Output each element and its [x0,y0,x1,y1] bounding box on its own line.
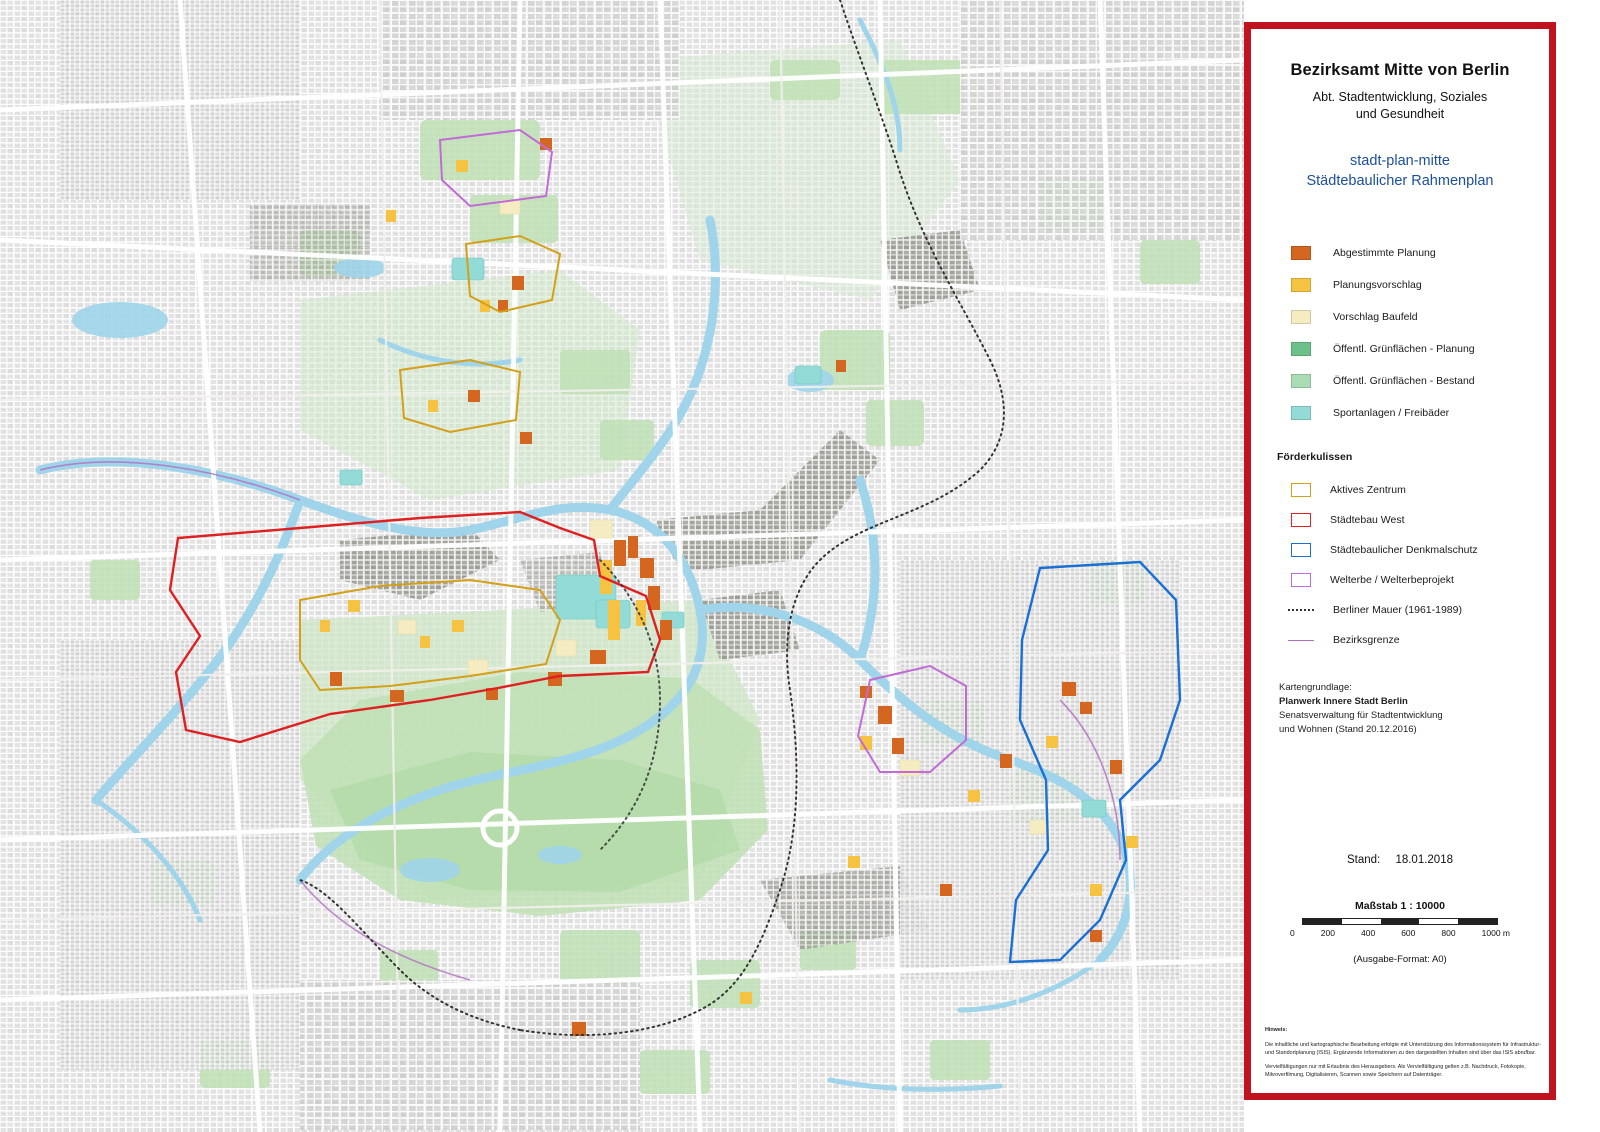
foerder-label: Welterbe / Welterbeprojekt [1330,574,1454,587]
legend-item [1291,397,1533,429]
scale-tick: 0 [1290,928,1295,939]
legend-swatch-staedtebau-west [1291,513,1311,527]
department-line-1: Abt. Stadtentwicklung, Soziales [1312,90,1488,104]
legal-notice [1265,1026,1549,1085]
legend-line-berliner-mauer [1288,609,1314,611]
legend-label: Öffentl. Grünflächen - Bestand [1333,375,1475,388]
foerder-label: Städtebau West [1330,514,1405,527]
legend-panel [1244,0,1600,1132]
source-line-1: Kartengrundlage: [1279,682,1352,694]
notice-paragraph-2: Vervielfältigungen nur mit Erlaubnis des Herausgebers. Als Vervielfältigung gelten z.B. Nachdruck, Fotokopie, Mikroverfilmung, Digitalisieren, Scannen sowie Speichern auf Datenträger. [1265,1063,1526,1078]
legend-frame [1244,22,1556,1100]
source-line-2: Planwerk Innere Stadt Berlin [1279,696,1408,708]
foerderkulissen-list [1267,475,1533,655]
legend-category-list [1267,237,1533,429]
foerder-label: Städtebaulicher Denkmalschutz [1330,544,1478,557]
source-line-3: Senatsverwaltung für Stadtentwicklung [1279,709,1443,721]
foerder-label: Bezirksgrenze [1333,634,1400,647]
legend-line-bezirksgrenze [1288,640,1314,641]
legend-label: Planungsvorschlag [1333,279,1422,292]
source-line-4: und Wohnen (Stand 20.12.2016) [1279,723,1417,735]
legend-swatch-abgestimmte-planung [1291,246,1311,260]
legend-item [1291,301,1533,333]
map-source-block [1267,681,1533,736]
scale-bar [1302,918,1498,925]
legend-label: Vorschlag Baufeld [1333,311,1418,324]
department-subtitle [1267,89,1533,123]
legend-item [1291,269,1533,301]
foerder-item [1291,535,1533,565]
legend-label: Öffentl. Grünflächen - Planung [1333,343,1475,356]
output-format-note: (Ausgabe-Format: A0) [1353,954,1447,966]
legend-swatch-planungsvorschlag [1291,278,1311,292]
legend-swatch-gruenflaechen-planung [1291,342,1311,356]
status-value: 18.01.2018 [1395,854,1453,867]
foerder-item [1291,475,1533,505]
scale-tick: 800 [1441,928,1456,939]
notice-paragraph-1: Die inhaltliche und kartographische Bearbeitung erfolgte mit Unterstützung des Informationssystem für Infrastruktur- und Standortplanung (ISIS). Ergänzende Informationen zu den dargestellten Inhalten sind über das ISIS abrufbar. [1265,1041,1541,1056]
scale-tick: 600 [1401,928,1416,939]
legend-swatch-gruenflaechen-bestand [1291,374,1311,388]
foerder-item [1291,625,1533,655]
authority-title: Bezirksamt Mitte von Berlin [1290,61,1510,79]
foerder-label: Berliner Mauer (1961-1989) [1333,604,1462,617]
legend-swatch-sportanlagen-freibaeder [1291,406,1311,420]
scale-block [1267,900,1533,965]
scale-tick: 400 [1360,928,1376,939]
legend-item [1291,333,1533,365]
foerder-label: Aktives Zentrum [1330,484,1406,497]
legend-swatch-aktives-zentrum [1291,483,1311,497]
status-row [1267,854,1533,866]
plan-title [1267,151,1533,192]
foerderkulissen-heading: Förderkulissen [1277,451,1353,464]
scale-title: Maßstab 1 : 10000 [1355,900,1445,913]
status-label: Stand: [1346,854,1381,867]
scale-tick: 200 [1320,928,1335,939]
foerder-item [1291,505,1533,535]
plan-title-line-1: stadt-plan-mitte [1350,152,1450,169]
scale-tick: 1000 m [1481,928,1510,939]
legend-swatch-denkmalschutz [1291,543,1311,557]
legend-swatch-welterbe [1291,573,1311,587]
legend-item [1291,365,1533,397]
legend-label: Abgestimmte Planung [1333,247,1436,260]
notice-heading: Hinweis: [1265,1027,1288,1034]
foerder-item [1291,595,1533,625]
plan-title-line-2: Städtebaulicher Rahmenplan [1306,173,1494,190]
legend-swatch-vorschlag-baufeld [1291,310,1311,324]
scale-ticks [1290,928,1510,938]
department-line-2: und Gesundheit [1355,106,1445,121]
legend-item [1291,237,1533,269]
legend-label: Sportanlagen / Freibäder [1333,407,1450,420]
foerder-item [1291,565,1533,595]
